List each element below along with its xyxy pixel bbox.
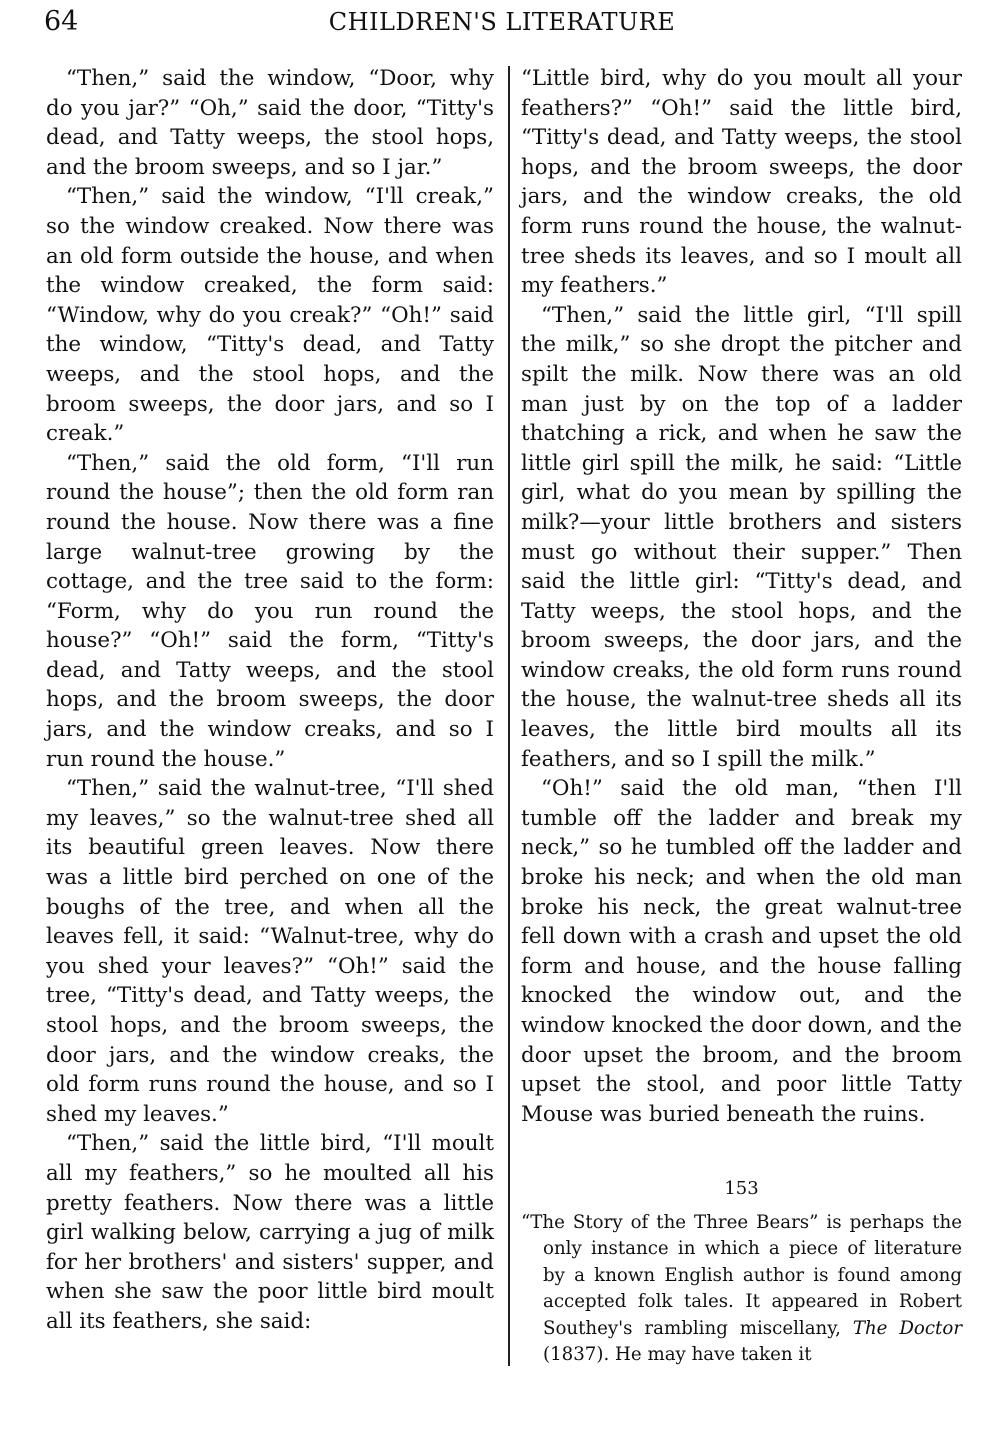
paragraph: “Oh!” said the old man, “then I'll tumble off the ladder and break my neck,” so he tumbled off the ladder and broke his neck; and when the old man broke his neck, the great walnut-tree fell down with a crash and upset the old form and house, and the house falling knocked the window out, and the window knocked the door down, and the door upset the broom, and the broom upset the stool, and poor little Tatty Mouse was buried beneath the ruins. — [521, 776, 962, 1127]
column-divider — [508, 66, 510, 1366]
page-number: 64 — [44, 6, 79, 37]
paragraph: “Then,” said the little bird, “I'll moult all my feathers,” so he moulted all his pretty feathers. Now there was a little girl walking below, carrying a jug of milk for her brothers' and sisters' supper, and when she saw the poor little bird moult all its feathers, she said: — [46, 1131, 494, 1334]
paragraph: “Then,” said the little girl, “I'll spill the milk,” so she dropt the pitcher and spilt the milk. Now there was an old man just by on the top of a ladder thatching a rick, and when he saw the little girl spill the milk, he said: “Little girl, what do you mean by spilling the milk?—your little brothers and sisters must go without their supper.” Then said the little girl: “Titty's dead, and Tatty weeps, the stool hops, and the broom sweeps, the door jars, and the window creaks, the old form runs round the house, the walnut-tree sheds all its leaves, the little bird moults all its feathers, and so I spill the milk.” — [521, 302, 962, 772]
note-text — [521, 1210, 962, 1368]
running-title: CHILDREN'S LITERATURE — [328, 8, 676, 36]
note-paragraph — [521, 1210, 962, 1368]
paragraph: “Then,” said the old form, “I'll run round the house”; then the old form ran round the house. Now there was a fine large walnut-tree growing by the cottage, and the tree said to the form: “Form, why do you run round the house?” “Oh!” said the form, “Titty's dead, and Tatty weeps, and the stool hops, and the broom sweeps, the door jars, and the window creaks, and so I run round the house.” — [46, 450, 494, 772]
paragraph: “Then,” said the window, “Door, why do you jar?” “Oh,” said the door, “Titty's dead, and Tatty weeps, the stool hops, and the broom sweeps, and so I jar.” — [46, 66, 494, 180]
page-header — [44, 6, 960, 42]
note-text-after: (1837). He may have taken it — [543, 1344, 812, 1366]
right-column — [521, 64, 962, 1129]
book-title: The Doctor — [852, 1317, 963, 1339]
paragraph: “Little bird, why do you moult all your feathers?” “Oh!” said the little bird, “Titty's dead, and Tatty weeps, the stool hops, and the broom sweeps, the door jars, and the window creaks, the old form runs round the house, the walnut-tree sheds its leaves, and so I moult all my feathers.” — [521, 66, 962, 299]
note-text-before: “The Story of the Three Bears” is perhaps the only instance in which a piece of literature by a known English author is found among accepted folk tales. It appeared in Robert Southey's rambling miscellany, — [521, 1212, 962, 1339]
note-number: 153 — [724, 1178, 759, 1199]
paragraph: “Then,” said the walnut-tree, “I'll shed my leaves,” so the walnut-tree shed all its beautiful green leaves. Now there was a little bird perched on one of the boughs of the tree, and when all the leaves fell, it said: “Walnut-tree, why do you shed your leaves?” “Oh!” said the tree, “Titty's dead, and Tatty weeps, the stool hops, and the broom sweeps, the door jars, and the window creaks, the old form runs round the house, and so I shed my leaves.” — [46, 776, 494, 1127]
left-column — [46, 64, 494, 1337]
paragraph: “Then,” said the window, “I'll creak,” so the window creaked. Now there was an old form outside the house, and when the window creaked, the form said: “Window, why do you creak?” “Oh!” said the window, “Titty's dead, and Tatty weeps, and the stool hops, and the broom sweeps, the door jars, and so I creak.” — [46, 184, 494, 447]
